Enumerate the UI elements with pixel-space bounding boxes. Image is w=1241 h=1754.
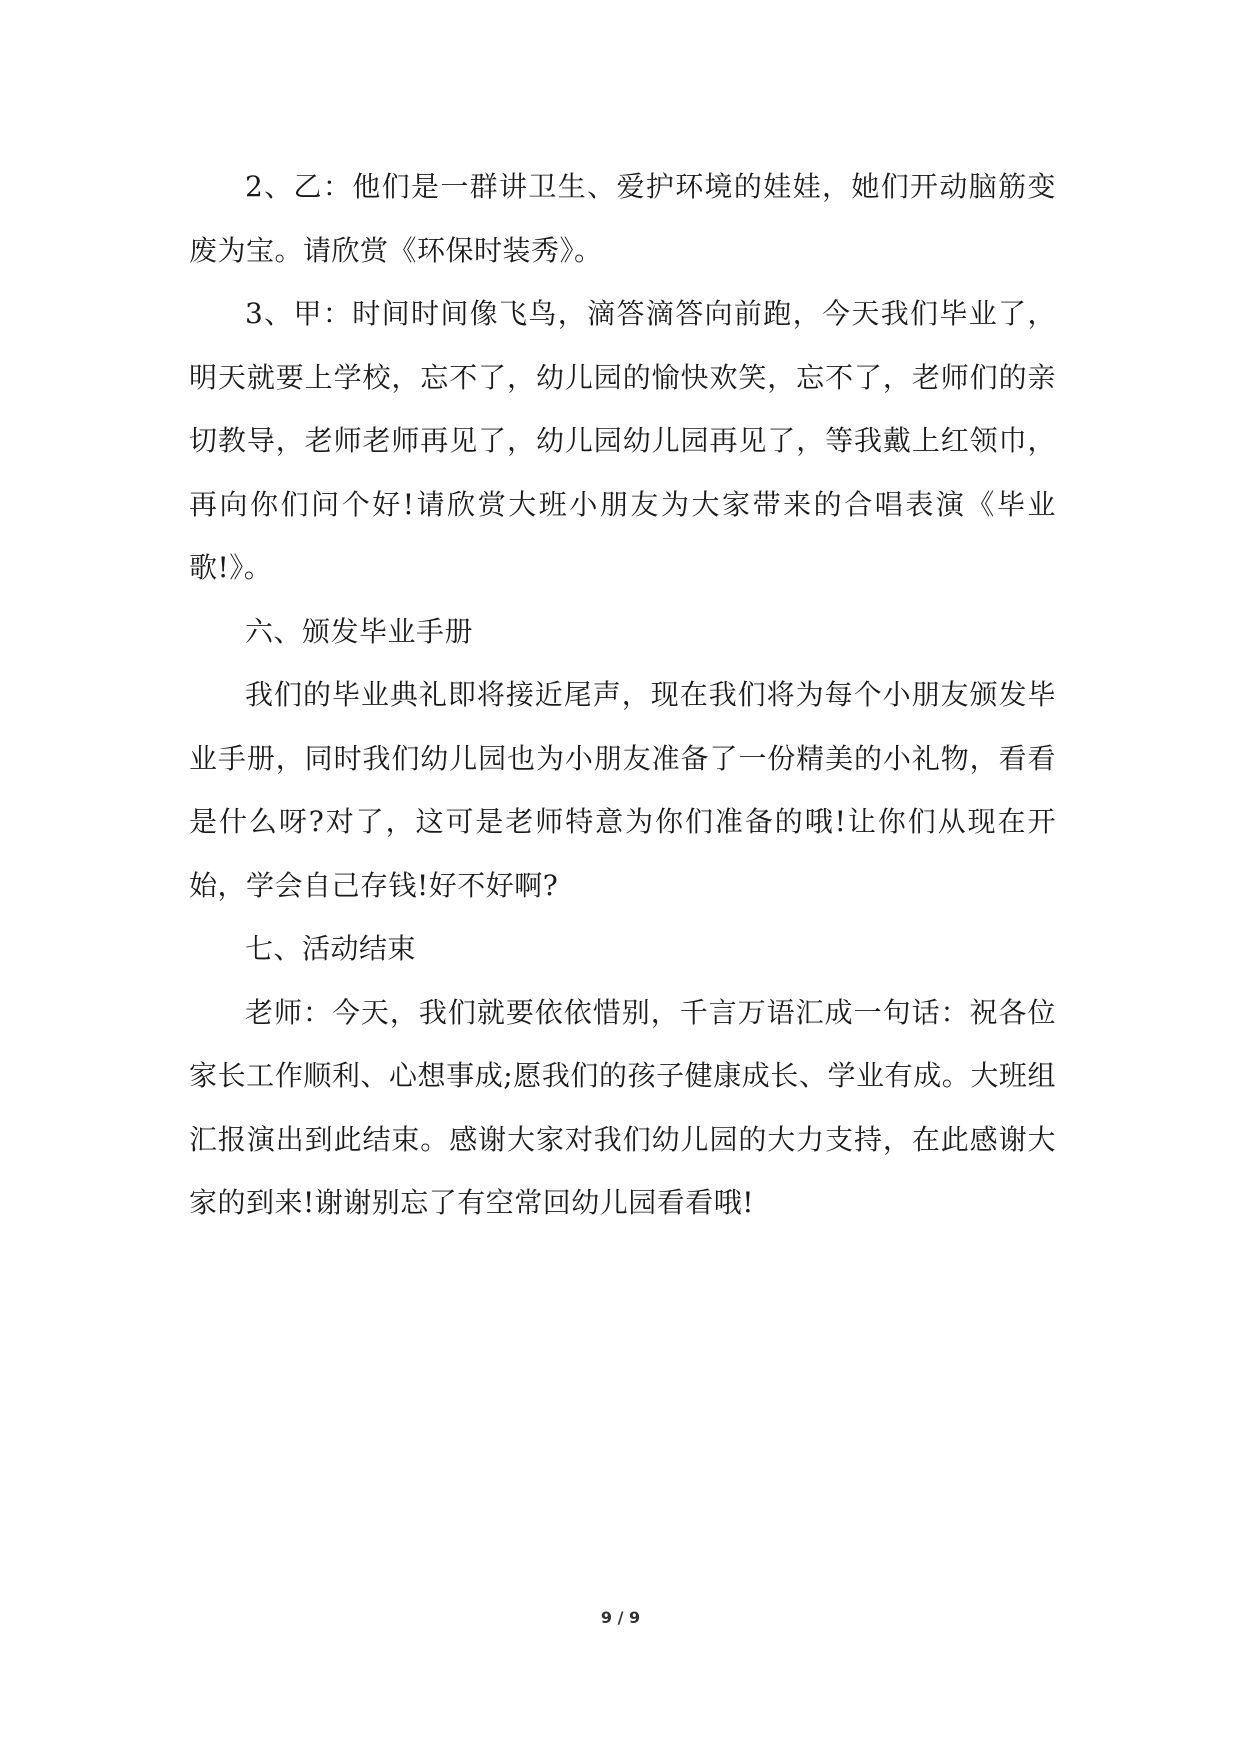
paragraph-performance-3: 3、甲：时间时间像飞鸟，滴答滴答向前跑，今天我们毕业了，明天就要上学校，忘不了，幼儿园的愉快欢笑，忘不了，老师们的亲切教导，老师老师再见了，幼儿园幼儿园再见了，等我戴上红领巾，再向你们问个好!请欣赏大班小朋友为大家带来的合唱表演《毕业歌!》。: [189, 297, 1056, 584]
paragraph-graduation-handbook: 我们的毕业典礼即将接近尾声，现在我们将为每个小朋友颁发毕业手册，同时我们幼儿园也为小朋友准备了一份精美的小礼物，看看是什么呀?对了，这可是老师特意为你们准备的哦!让你们从现在开始，学会自己存钱!好不好啊?: [189, 678, 1056, 902]
section-heading-6: 六、颁发毕业手册: [245, 614, 474, 648]
paragraph-performance-2: 2、乙：他们是一群讲卫生、爱护环境的娃娃，她们开动脑筋变废为宝。请欣赏《环保时装秀》。: [189, 170, 1056, 267]
document-body: [189, 155, 1056, 1235]
section-heading-7: 七、活动结束: [245, 932, 417, 965]
page-number: 9 / 9: [600, 1608, 641, 1627]
paragraph-closing-remarks: 老师：今天，我们就要依依惜别，千言万语汇成一句话：祝各位家长工作顺利、心想事成;愿我们的孩子健康成长、学业有成。大班组汇报演出到此结束。感谢大家对我们幼儿园的大力支持，在此感谢大家的到来!谢谢别忘了有空常回幼儿园看看哦!: [189, 995, 1056, 1219]
